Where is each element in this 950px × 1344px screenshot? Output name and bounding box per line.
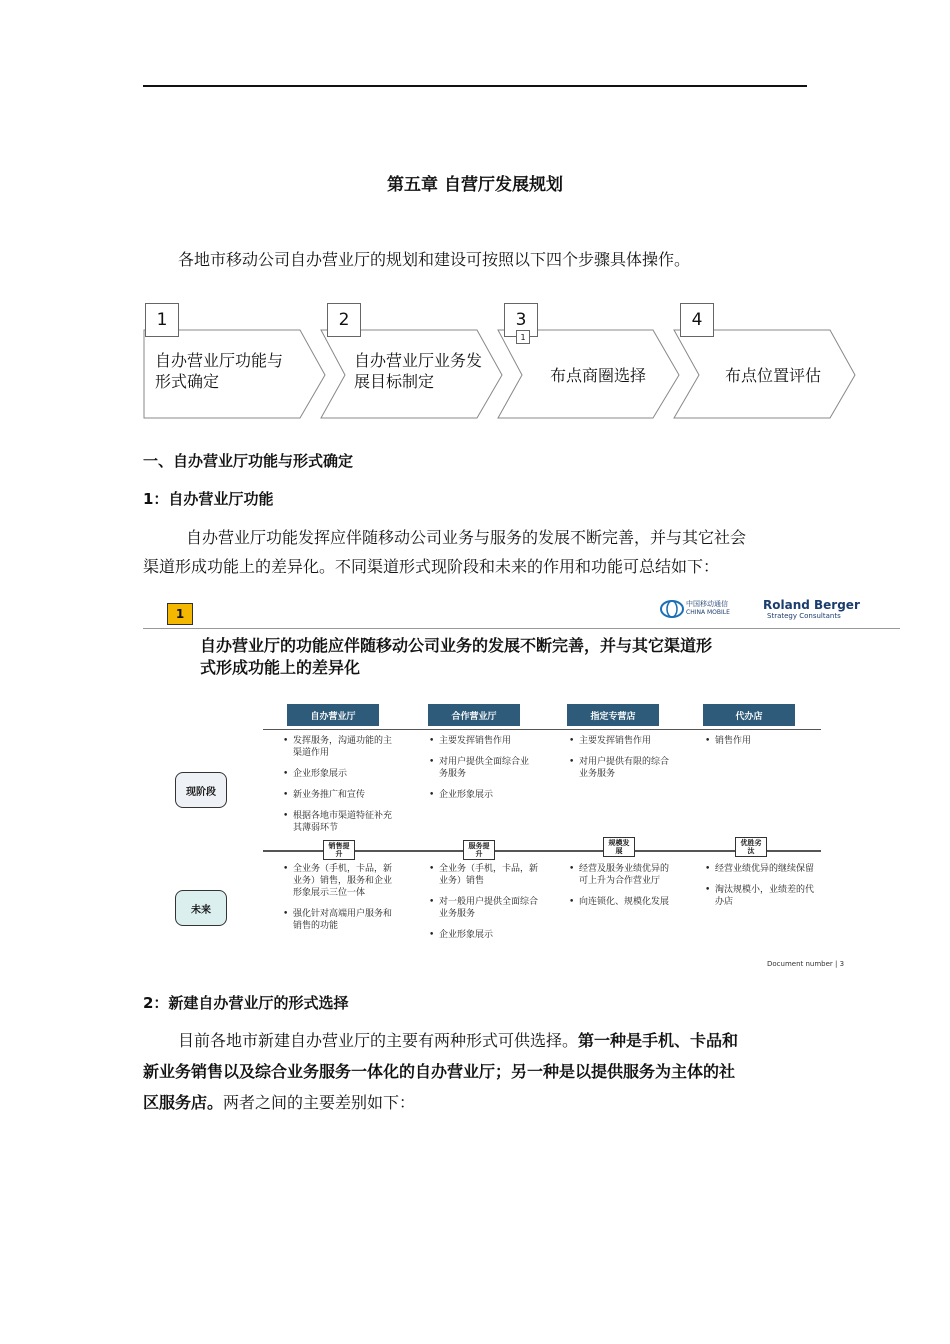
step-3-badge: 1: [516, 330, 530, 344]
section-1-heading: 一、自办营业厅功能与形式确定: [143, 452, 354, 470]
list-item: • 强化针对高端用户服务和销售的功能: [283, 908, 398, 932]
slide-title-line-2: 式形成功能上的差异化: [200, 658, 361, 677]
tag-4: 优胜劣汰: [735, 837, 767, 857]
tag-1: 销售提升: [323, 840, 355, 860]
list-item: • 企业形象展示: [429, 929, 541, 941]
step-3-text: 布点商圈选择: [549, 366, 646, 385]
future-col-4: [705, 863, 817, 917]
row-label-future: 未来: [175, 890, 227, 926]
paragraph-bold-3: 区服务店。: [143, 1093, 224, 1112]
column-header-1: 自办营业厅: [287, 704, 379, 726]
paragraph-part-c: 两者之间的主要差别如下：: [223, 1093, 416, 1112]
list-item: • 主要发挥销售作用: [429, 735, 529, 747]
subsection-1-heading: 1：自办营业厅功能: [143, 490, 274, 508]
list-item: • 新业务推广和宣传: [283, 789, 398, 801]
list-item: • 全业务（手机，卡品，新业务）销售: [429, 863, 541, 887]
intro-paragraph: 各地市移动公司自办营业厅的规划和建设可按照以下四个步骤具体操作。: [178, 250, 691, 269]
embedded-slide: [143, 595, 900, 975]
roland-berger-sub: Strategy Consultants: [767, 612, 841, 620]
step-2-number: 2: [327, 303, 361, 337]
list-item: • 销售作用: [705, 735, 805, 747]
now-col-2: [429, 735, 529, 810]
footer-page: 3: [839, 960, 845, 968]
future-col-2: [429, 863, 541, 950]
list-item: • 企业形象展示: [429, 789, 529, 801]
process-steps: [143, 300, 863, 422]
column-header-4: 代办店: [703, 704, 795, 726]
slide-footer: [767, 960, 844, 968]
slide-divider: [143, 628, 900, 629]
footer-label: Document number: [767, 960, 833, 968]
future-col-1: [283, 863, 398, 941]
list-item: • 经营及服务业绩优异的可上升为合作营业厅: [569, 863, 674, 887]
list-item: • 对一般用户提供全面综合业务服务: [429, 896, 541, 920]
list-item: • 主要发挥销售作用: [569, 735, 669, 747]
now-col-4: [705, 735, 805, 756]
step-1-text: 自办营业厅功能与形式确定: [155, 351, 284, 391]
subsection-1-line-1: 自办营业厅功能发挥应伴随移动公司业务与服务的发展不断完善，并与其它社会: [186, 528, 747, 547]
step-2-text: 自办营业厅业务发展目标制定: [354, 351, 483, 391]
list-item: • 发挥服务，沟通功能的主渠道作用: [283, 735, 398, 759]
header-underline: [263, 729, 821, 730]
subsection-2-heading: 2：新建自办营业厅的形式选择: [143, 994, 349, 1012]
step-4-text: 布点位置评估: [724, 366, 821, 385]
roland-berger-logo: Roland Berger: [763, 598, 860, 612]
list-item: • 向连锁化、规模化发展: [569, 896, 674, 908]
column-header-2: 合作营业厅: [428, 704, 520, 726]
now-col-3: [569, 735, 669, 789]
china-mobile-logo: [660, 597, 730, 623]
slide-title-line-1: 自办营业厅的功能应伴随移动公司业务的发展不断完善，并与其它渠道形: [200, 636, 713, 655]
tag-2: 服务提升: [463, 840, 495, 860]
slide-title: [200, 635, 880, 679]
future-col-3: [569, 863, 674, 917]
list-item: • 企业形象展示: [283, 768, 398, 780]
header-rule: [143, 85, 807, 87]
step-1-number: 1: [145, 303, 179, 337]
china-mobile-emblem-icon: [660, 599, 684, 619]
column-header-3: 指定专营店: [567, 704, 659, 726]
now-col-1: [283, 735, 398, 843]
slide-number-badge: 1: [167, 603, 193, 625]
chapter-title: 第五章 自营厅发展规划: [387, 175, 563, 195]
list-item: • 经营业绩优异的继续保留: [705, 863, 817, 875]
paragraph-bold-2: 新业务销售以及综合业务服务一体化的自办营业厅；另一种是以提供服务为主体的社: [143, 1062, 736, 1081]
list-item: • 对用户提供全面综合业务服务: [429, 756, 529, 780]
tag-3: 规模发展: [603, 837, 635, 857]
china-mobile-cn: 中国移动通信: [686, 600, 728, 608]
step-3-number: 3: [504, 303, 538, 337]
step-4-number: 4: [680, 303, 714, 337]
subsection-2-paragraph: [143, 1027, 823, 1117]
list-item: • 淘汰规模小，业绩差的代办店: [705, 884, 817, 908]
list-item: • 根据各地市渠道特征补充其薄弱环节: [283, 810, 398, 834]
paragraph-bold-1: 第一种是手机、卡品和: [578, 1031, 739, 1050]
row-label-now: 现阶段: [175, 772, 227, 808]
paragraph-part-a: 目前各地市新建自办营业厅的主要有两种形式可供选择。: [178, 1031, 579, 1050]
list-item: • 对用户提供有限的综合业务服务: [569, 756, 669, 780]
china-mobile-en: CHINA MOBILE: [686, 609, 730, 616]
list-item: • 全业务（手机，卡品，新业务）销售，服务和企业形象展示三位一体: [283, 863, 398, 899]
footer-separator: |: [835, 960, 840, 968]
subsection-1-line-2: 渠道形成功能上的差异化。不同渠道形式现阶段和未来的作用和功能可总结如下：: [143, 557, 720, 576]
